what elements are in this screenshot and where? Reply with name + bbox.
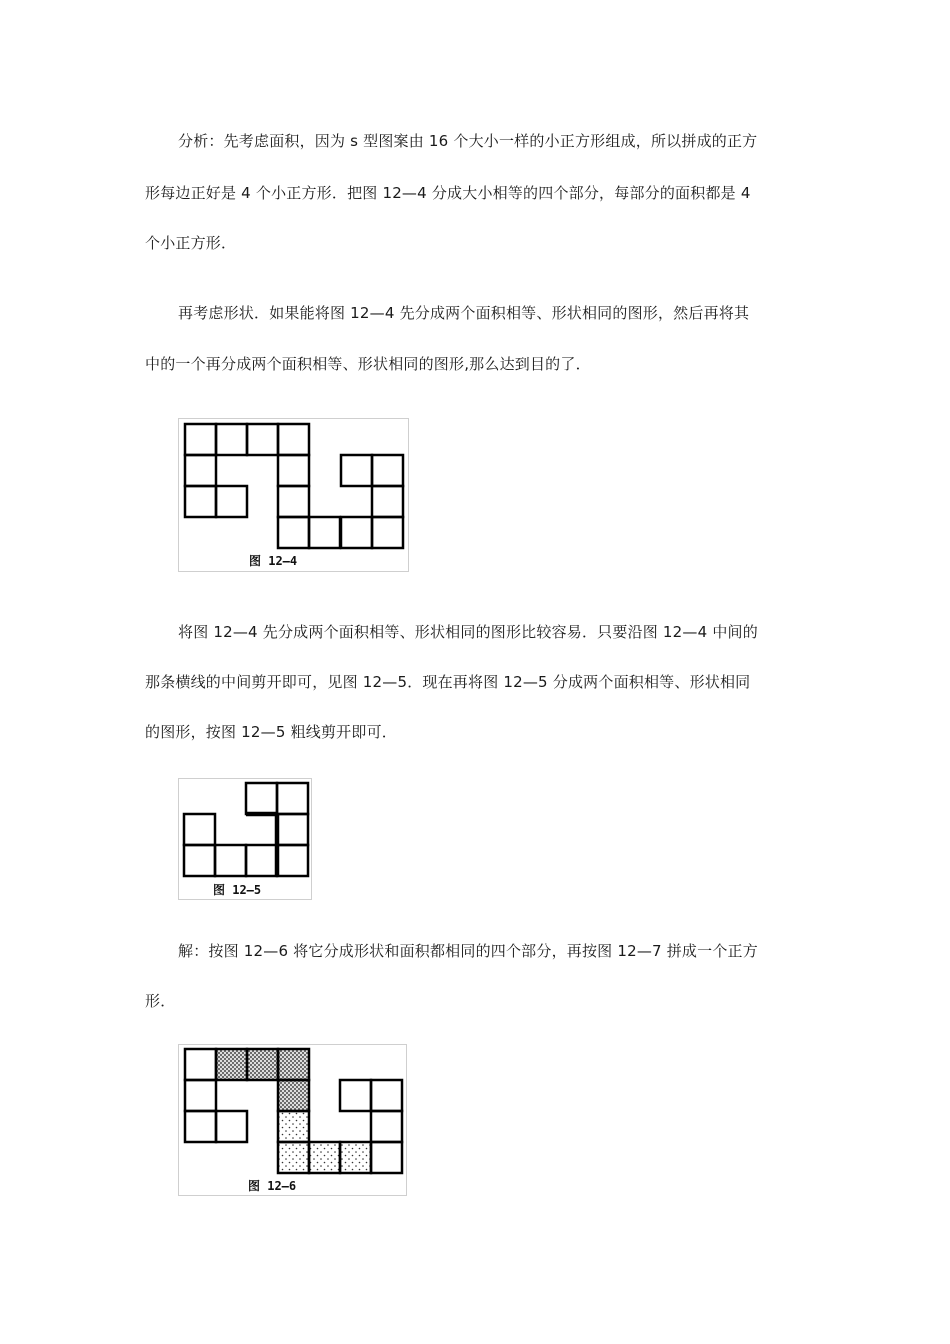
paragraph-1-line-2: 形每边正好是 4 个小正方形．把图 12—4 分成大小相等的四个部分，每部分的面积都是 4 — [145, 184, 751, 202]
figure-12-6-caption: 图 12—6 — [248, 1179, 297, 1193]
paragraph-2-line-2: 中的一个再分成两个面积相等、形状相同的图形,那么达到目的了． — [145, 355, 591, 373]
figure-12-4-grid — [179, 419, 410, 573]
figure-12-4 — [178, 418, 409, 572]
paragraph-1-line-3: 个小正方形． — [145, 234, 237, 252]
paragraph-2-line-1: 再考虑形状．如果能将图 12—4 先分成两个面积相等、形状相同的图形，然后再将其 — [178, 304, 750, 322]
paragraph-4-line-1: 解：按图 12—6 将它分成形状和面积都相同的四个部分，再按图 12—7 拼成一个正方 — [178, 942, 758, 960]
dotted-cell — [309, 1142, 340, 1173]
figure-12-6-grid — [179, 1045, 408, 1197]
figure-12-5-caption: 图 12—5 — [213, 883, 262, 897]
paragraph-4-line-2: 形． — [145, 992, 176, 1010]
hatched-cell — [278, 1049, 309, 1080]
figure-12-4-caption: 图 12—4 — [249, 554, 298, 568]
figure-12-5 — [178, 778, 312, 900]
dotted-cell — [278, 1142, 309, 1173]
paragraph-3-line-3: 的图形，按图 12—5 粗线剪开即可． — [145, 723, 397, 741]
hatched-cell — [216, 1049, 247, 1080]
hatched-cell — [278, 1080, 309, 1111]
hatched-cell — [247, 1049, 278, 1080]
paragraph-3-line-2: 那条横线的中间剪开即可，见图 12—5．现在再将图 12—5 分成两个面积相等、形状相同 — [145, 673, 751, 691]
figure-12-6 — [178, 1044, 407, 1196]
paragraph-1-line-1: 分析：先考虑面积，因为 s 型图案由 16 个大小一样的小正方形组成，所以拼成的正方 — [178, 132, 758, 150]
paragraph-3-line-1: 将图 12—4 先分成两个面积相等、形状相同的图形比较容易．只要沿图 12—4 中间的 — [178, 623, 758, 641]
dotted-cell — [278, 1111, 309, 1142]
dotted-cell — [340, 1142, 371, 1173]
